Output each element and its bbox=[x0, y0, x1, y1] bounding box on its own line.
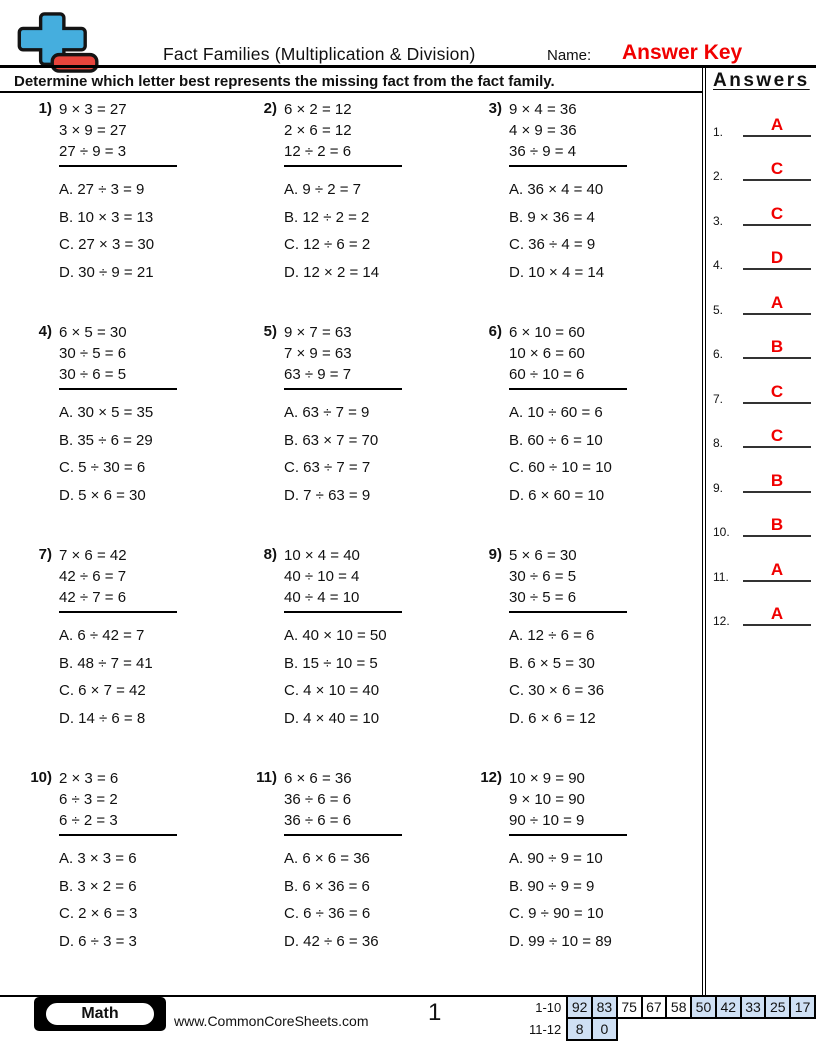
problem-body bbox=[509, 322, 627, 509]
answers-panel bbox=[702, 68, 816, 995]
answers-heading: Answers bbox=[713, 70, 810, 91]
instruction-text: Determine which letter best represents the missing fact from the fact family. bbox=[14, 73, 555, 90]
problem-body bbox=[284, 322, 402, 509]
fact-line: 12 ÷ 2 = 6 bbox=[284, 141, 402, 167]
header-divider bbox=[0, 65, 816, 68]
answer-blank: A bbox=[743, 561, 811, 582]
instruction-divider bbox=[0, 91, 702, 93]
score-cell: 25 bbox=[765, 996, 790, 1018]
choice-list bbox=[59, 399, 177, 509]
choice-line: A. 90 ÷ 9 = 10 bbox=[509, 850, 603, 867]
choice-line: C. 12 ÷ 6 = 2 bbox=[284, 236, 371, 253]
answer-number: 2. bbox=[713, 169, 724, 183]
fact-list bbox=[59, 545, 177, 613]
choice-list bbox=[509, 399, 627, 509]
answer-blank: C bbox=[743, 383, 811, 404]
score-cell: 17 bbox=[790, 996, 815, 1018]
choice-line: B. 15 ÷ 10 = 5 bbox=[284, 654, 378, 672]
choice-line: C. 30 × 6 = 36 bbox=[509, 682, 605, 699]
choice-line: B. 90 ÷ 9 = 9 bbox=[509, 877, 595, 895]
choice-line: B. 6 × 5 = 30 bbox=[509, 654, 595, 672]
choice-list bbox=[509, 622, 627, 732]
score-row-label: 11-12 bbox=[528, 1021, 562, 1037]
problem-block bbox=[14, 543, 239, 766]
fact-list bbox=[59, 768, 177, 836]
score-row bbox=[520, 1018, 815, 1040]
choice-line: D. 42 ÷ 6 = 36 bbox=[284, 932, 379, 950]
choice-line: A. 12 ÷ 6 = 6 bbox=[509, 627, 595, 644]
score-cell: 8 bbox=[567, 1018, 592, 1040]
answer-blank: C bbox=[743, 160, 811, 181]
problem-block bbox=[239, 97, 464, 320]
fact-line: 36 ÷ 6 = 6 bbox=[284, 791, 352, 808]
score-cell: 67 bbox=[642, 996, 667, 1018]
choice-line: A. 40 × 10 = 50 bbox=[284, 627, 387, 644]
fact-line: 9 × 4 = 36 bbox=[509, 101, 577, 118]
choice-line: A. 63 ÷ 7 = 9 bbox=[284, 404, 370, 421]
problem-number: 12) bbox=[480, 769, 502, 786]
problem-body bbox=[509, 99, 627, 286]
choice-list bbox=[284, 622, 402, 732]
answer-item bbox=[713, 270, 812, 315]
choice-line: C. 6 ÷ 36 = 6 bbox=[284, 905, 371, 922]
answer-number: 1. bbox=[713, 124, 724, 139]
problem-number: 6) bbox=[488, 323, 502, 340]
problem-block bbox=[14, 320, 239, 543]
problem-number: 8) bbox=[263, 546, 277, 563]
problem-number: 10) bbox=[30, 769, 52, 786]
problem-block bbox=[14, 97, 239, 320]
problem-body bbox=[59, 322, 177, 509]
problem-body bbox=[284, 545, 402, 732]
problem-block bbox=[464, 97, 689, 320]
worksheet-title: Fact Families (Multiplication & Division) bbox=[163, 44, 476, 64]
choice-list bbox=[509, 845, 627, 955]
fact-list bbox=[59, 322, 177, 390]
choice-line: D. 6 × 60 = 10 bbox=[509, 486, 605, 504]
answer-blank: C bbox=[743, 205, 811, 226]
problem-number: 2) bbox=[263, 100, 277, 117]
problem-body bbox=[509, 545, 627, 732]
choice-line: C. 9 ÷ 90 = 10 bbox=[509, 905, 604, 922]
problem-block bbox=[464, 543, 689, 766]
score-cell: 83 bbox=[592, 996, 617, 1018]
problem-number: 11) bbox=[256, 769, 277, 786]
score-cell: 50 bbox=[691, 996, 716, 1018]
score-cell: 42 bbox=[716, 996, 741, 1018]
fact-list bbox=[509, 99, 627, 167]
choice-list bbox=[284, 399, 402, 509]
choice-line: A. 3 × 3 = 6 bbox=[59, 850, 137, 867]
choice-line: B. 9 × 36 = 4 bbox=[509, 208, 595, 226]
score-cell: 33 bbox=[741, 996, 766, 1018]
fact-line: 63 ÷ 9 = 7 bbox=[284, 364, 402, 390]
problem-number: 3) bbox=[488, 100, 502, 117]
problem-block bbox=[239, 766, 464, 989]
answer-number: 9. bbox=[713, 480, 724, 495]
answer-item bbox=[713, 493, 812, 538]
problem-number: 1) bbox=[38, 100, 52, 117]
answer-key-text: Answer Key bbox=[622, 41, 743, 64]
choice-line: C. 63 ÷ 7 = 7 bbox=[284, 459, 371, 476]
fact-line: 90 ÷ 10 = 9 bbox=[509, 810, 627, 836]
choice-line: B. 48 ÷ 7 = 41 bbox=[59, 654, 153, 672]
answer-number: 8. bbox=[713, 436, 724, 450]
fact-line: 36 ÷ 6 = 6 bbox=[284, 810, 402, 836]
score-cell: 0 bbox=[592, 1018, 617, 1040]
answer-number: 7. bbox=[713, 391, 724, 406]
answer-item bbox=[713, 359, 812, 404]
choice-line: D. 6 × 6 = 12 bbox=[509, 709, 596, 727]
subject-label: Math bbox=[43, 1000, 157, 1028]
answer-number: 3. bbox=[713, 213, 724, 228]
fact-line: 4 × 9 = 36 bbox=[509, 122, 577, 139]
answer-list bbox=[713, 92, 812, 626]
fact-line: 27 ÷ 9 = 3 bbox=[59, 141, 177, 167]
fact-line: 2 × 3 = 6 bbox=[59, 770, 119, 787]
choice-line: A. 30 × 5 = 35 bbox=[59, 404, 154, 421]
score-cell: 75 bbox=[617, 996, 642, 1018]
problem-number: 9) bbox=[488, 546, 502, 563]
answer-item bbox=[713, 226, 812, 271]
choice-line: B. 6 × 36 = 6 bbox=[284, 877, 370, 895]
choice-line: B. 60 ÷ 6 = 10 bbox=[509, 431, 603, 449]
choice-line: C. 60 ÷ 10 = 10 bbox=[509, 459, 612, 476]
answer-number: 10. bbox=[713, 525, 730, 539]
choice-line: A. 10 ÷ 60 = 6 bbox=[509, 404, 603, 421]
math-subject-badge bbox=[34, 997, 166, 1031]
fact-line: 42 ÷ 6 = 7 bbox=[59, 568, 127, 585]
choice-list bbox=[509, 176, 627, 286]
fact-line: 10 × 4 = 40 bbox=[284, 547, 360, 564]
problem-number: 4) bbox=[38, 323, 52, 340]
problem-body bbox=[59, 99, 177, 286]
choice-line: A. 9 ÷ 2 = 7 bbox=[284, 181, 362, 198]
problem-body bbox=[59, 768, 177, 955]
answer-number: 4. bbox=[713, 258, 724, 272]
choice-line: A. 6 × 6 = 36 bbox=[284, 850, 370, 867]
choice-line: D. 14 ÷ 6 = 8 bbox=[59, 709, 146, 727]
answer-blank: B bbox=[743, 516, 811, 537]
answer-item bbox=[713, 137, 812, 182]
score-cell: 58 bbox=[666, 996, 691, 1018]
choice-line: C. 27 × 3 = 30 bbox=[59, 236, 155, 253]
fact-line: 5 × 6 = 30 bbox=[509, 547, 577, 564]
fact-line: 2 × 6 = 12 bbox=[284, 122, 352, 139]
fact-list bbox=[59, 99, 177, 167]
grading-table bbox=[520, 995, 816, 1041]
fact-line: 40 ÷ 10 = 4 bbox=[284, 568, 360, 585]
problem-body bbox=[509, 768, 627, 955]
fact-line: 10 × 9 = 90 bbox=[509, 770, 585, 787]
answer-item bbox=[713, 448, 812, 493]
choice-list bbox=[59, 176, 177, 286]
choice-list bbox=[59, 845, 177, 955]
problem-number: 5) bbox=[263, 323, 277, 340]
fact-line: 10 × 6 = 60 bbox=[509, 345, 585, 362]
choice-line: C. 6 × 7 = 42 bbox=[59, 682, 146, 699]
answer-blank: C bbox=[743, 427, 811, 448]
fact-line: 6 × 2 = 12 bbox=[284, 101, 352, 118]
answer-item bbox=[713, 537, 812, 582]
choice-line: B. 3 × 2 = 6 bbox=[59, 877, 137, 895]
problem-block bbox=[239, 320, 464, 543]
score-row bbox=[520, 996, 815, 1018]
choice-line: D. 12 × 2 = 14 bbox=[284, 263, 380, 281]
answer-blank: A bbox=[743, 605, 811, 626]
website-url: www.CommonCoreSheets.com bbox=[174, 1013, 369, 1029]
choice-list bbox=[284, 176, 402, 286]
fact-line: 30 ÷ 5 = 6 bbox=[509, 587, 627, 613]
fact-line: 9 × 10 = 90 bbox=[509, 791, 585, 808]
fact-line: 3 × 9 = 27 bbox=[59, 122, 127, 139]
fact-line: 9 × 3 = 27 bbox=[59, 101, 127, 118]
problem-body bbox=[59, 545, 177, 732]
fact-list bbox=[284, 768, 402, 836]
answer-blank: A bbox=[743, 294, 811, 315]
choice-line: C. 4 × 10 = 40 bbox=[284, 682, 380, 699]
fact-line: 30 ÷ 5 = 6 bbox=[59, 345, 127, 362]
choice-line: D. 99 ÷ 10 = 89 bbox=[509, 932, 612, 950]
fact-line: 9 × 7 = 63 bbox=[284, 324, 352, 341]
problems-grid bbox=[14, 97, 689, 989]
fact-line: 30 ÷ 6 = 5 bbox=[59, 364, 177, 390]
fact-list bbox=[284, 322, 402, 390]
choice-list bbox=[284, 845, 402, 955]
answer-item bbox=[713, 315, 812, 360]
name-label: Name: bbox=[547, 47, 592, 64]
choice-line: B. 63 × 7 = 70 bbox=[284, 431, 379, 449]
fact-line: 6 ÷ 3 = 2 bbox=[59, 791, 118, 808]
fact-line: 6 ÷ 2 = 3 bbox=[59, 810, 177, 836]
choice-line: D. 4 × 40 = 10 bbox=[284, 709, 380, 727]
choice-line: C. 36 ÷ 4 = 9 bbox=[509, 236, 596, 253]
choice-line: B. 10 × 3 = 13 bbox=[59, 208, 154, 226]
choice-list bbox=[59, 622, 177, 732]
fact-line: 42 ÷ 7 = 6 bbox=[59, 587, 177, 613]
problem-body bbox=[284, 99, 402, 286]
choice-line: D. 7 ÷ 63 = 9 bbox=[284, 486, 371, 504]
choice-line: C. 5 ÷ 30 = 6 bbox=[59, 459, 146, 476]
choice-line: B. 35 ÷ 6 = 29 bbox=[59, 431, 153, 449]
answer-blank: B bbox=[743, 338, 811, 359]
fact-list bbox=[509, 322, 627, 390]
answer-blank: B bbox=[743, 472, 811, 493]
fact-line: 6 × 5 = 30 bbox=[59, 324, 127, 341]
answer-number: 6. bbox=[713, 347, 724, 361]
fact-line: 36 ÷ 9 = 4 bbox=[509, 141, 627, 167]
fact-list bbox=[509, 545, 627, 613]
answer-item bbox=[713, 582, 812, 627]
choice-line: D. 6 ÷ 3 = 3 bbox=[59, 932, 137, 950]
fact-line: 60 ÷ 10 = 6 bbox=[509, 364, 627, 390]
answer-item bbox=[713, 92, 812, 137]
score-cell: 92 bbox=[567, 996, 592, 1018]
choice-line: A. 6 ÷ 42 = 7 bbox=[59, 627, 145, 644]
choice-line: B. 12 ÷ 2 = 2 bbox=[284, 208, 370, 226]
answer-blank: D bbox=[743, 249, 811, 270]
fact-list bbox=[509, 768, 627, 836]
fact-line: 30 ÷ 6 = 5 bbox=[509, 568, 577, 585]
answer-blank: A bbox=[743, 116, 811, 137]
fact-list bbox=[284, 545, 402, 613]
answer-number: 5. bbox=[713, 302, 724, 317]
problem-block bbox=[464, 766, 689, 989]
problem-block bbox=[239, 543, 464, 766]
answer-number: 12. bbox=[713, 614, 730, 628]
page-number: 1 bbox=[428, 999, 442, 1026]
problem-body bbox=[284, 768, 402, 955]
fact-line: 40 ÷ 4 = 10 bbox=[284, 587, 402, 613]
answer-item bbox=[713, 181, 812, 226]
fact-line: 7 × 6 = 42 bbox=[59, 547, 127, 564]
fact-line: 6 × 10 = 60 bbox=[509, 324, 585, 341]
choice-line: D. 30 ÷ 9 = 21 bbox=[59, 263, 154, 281]
answer-item bbox=[713, 404, 812, 449]
answer-number: 11. bbox=[713, 569, 729, 584]
problem-block bbox=[464, 320, 689, 543]
choice-line: D. 5 × 6 = 30 bbox=[59, 486, 146, 504]
problem-number: 7) bbox=[38, 546, 52, 563]
fact-line: 6 × 6 = 36 bbox=[284, 770, 352, 787]
choice-line: A. 36 × 4 = 40 bbox=[509, 181, 604, 198]
problem-block bbox=[14, 766, 239, 989]
fact-line: 7 × 9 = 63 bbox=[284, 345, 352, 362]
choice-line: D. 10 × 4 = 14 bbox=[509, 263, 605, 281]
choice-line: A. 27 ÷ 3 = 9 bbox=[59, 181, 145, 198]
choice-line: C. 2 × 6 = 3 bbox=[59, 905, 138, 922]
fact-list bbox=[284, 99, 402, 167]
score-row-label: 1-10 bbox=[535, 999, 562, 1015]
